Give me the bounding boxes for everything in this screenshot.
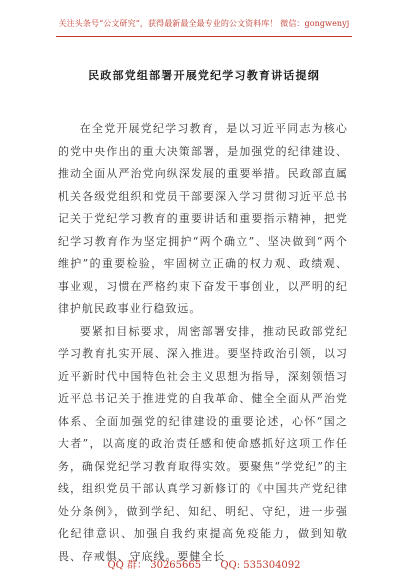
header-divider bbox=[56, 36, 352, 37]
document-title: 民政部党组部署开展党纪学习教育讲话提纲 bbox=[88, 69, 320, 82]
document-body bbox=[58, 118, 348, 568]
header-promo-note: 关注头条号“公文研究”，获得最新最全最专业的公文资料库！ 微信：gongwenyj bbox=[58, 19, 350, 28]
body-paragraph: 要紧扣目标要求，周密部署安排，推动民政部党纪学习教育扎实开展、深入推进。要坚持政治引领，以习近平新时代中国特色社会主义思想为指导，深刻领悟习近平总书记关于推进党的自我革命、健全全面从严治党体系、全面加强党的纪律建设的重要论述，心怀“国之大者”，以高度的政治责任感和使命感抓好这项工作任务，确保党纪学习教育取得实效。要聚焦“学党纪”的主线，组织党员干部认真学习新修订的《中国共产党纪律处分条例》，做到学纪、知纪、明纪、守纪，进一步强化纪律意识、加强自我约束提高免疫能力，做到知敬畏、存戒惧、守底线。要健全长 bbox=[58, 324, 348, 563]
footer-qq-group: QQ 群： 30265665 bbox=[107, 560, 202, 571]
footer-qq: QQ: 535304092 bbox=[220, 560, 301, 571]
footer-contact bbox=[0, 556, 408, 571]
body-paragraph: 在全党开展党纪学习教育，是以习近平同志为核心的党中央作出的重大决策部署，是加强党的纪律建设、推动全面从严治党向纵深发展的重要举措。民政部直属机关各级党组织和党员干部要深入学习贯彻习近平总书记关于党纪学习教育的重要讲话和重要指示精神，把党纪学习教育作为坚定拥护“两个确立”、坚决做到“两个维护”的重要检验，牢固树立正确的权力观、政绩观、事业观，习惯在严格约束下奋发干事创业，以严明的纪律护航民政事业行稳致远。 bbox=[58, 122, 348, 315]
